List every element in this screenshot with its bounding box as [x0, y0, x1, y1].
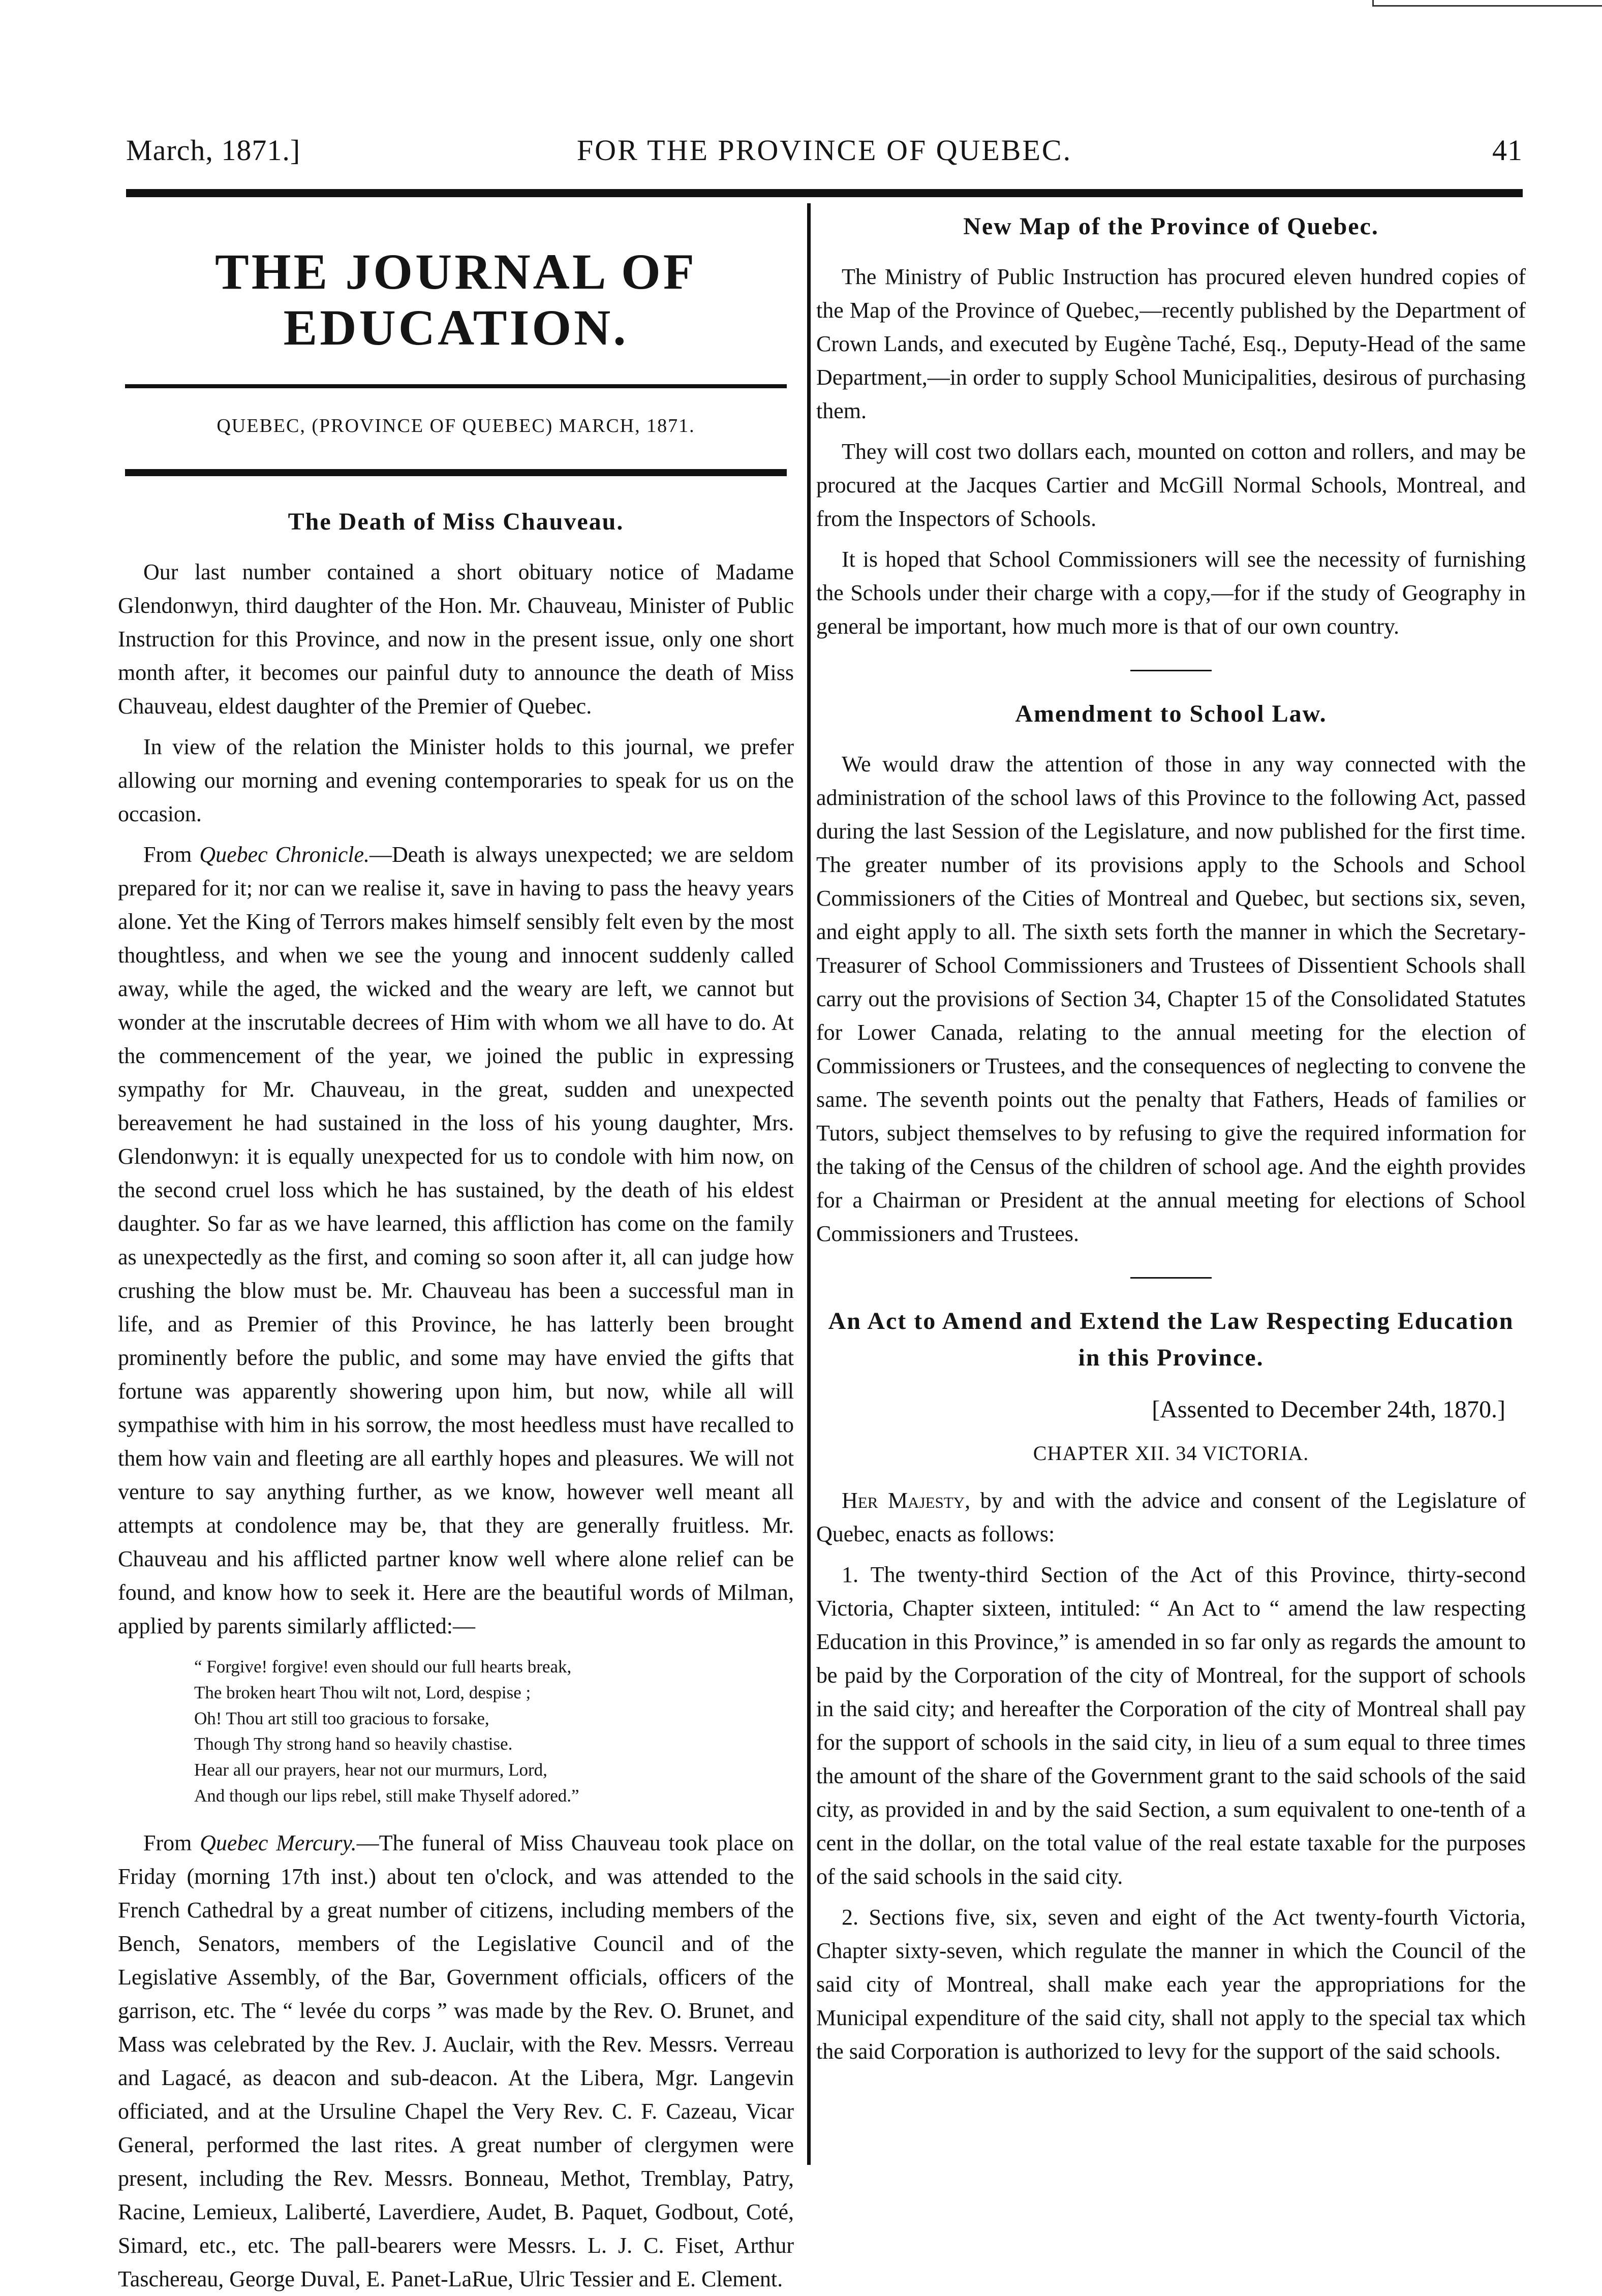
mercury-source: Quebec Mercury.: [200, 1830, 357, 1855]
amendment-paragraph: We would draw the attention of those in any way connected with the administration of the school laws of this Province to the following Act, passed during the last Session of the Legislature, and now published for the first time. The greater number of its provisions apply to the Schools and School Commissioners of the Cities of Montreal and Quebec, but sections six, seven, and eight apply to all. The sixth sets forth the manner in which the Secretary-Treasurer of School Commissioners and Trustees of Dissentient Schools shall carry out the provisions of Section 34, Chapter 15 of the Consolidated Statutes for Lower Canada, relating to the annual meeting for the election of Commissioners or Trustees, and the consequences of neglecting to convene the same. The seventh points out the penalty that Fathers, Heads of families or Tutors, subject themselves to by refusing to give the required information for the taking of the Census of the children of school age. And the eighth provides for a Chairman or President at the annual meeting for elections of School Commissioners and Trustees.: [816, 752, 1526, 1246]
map-article-paragraph: They will cost two dollars each, mounted on cotton and rollers, and may be procured at the Jacques Cartier and McGill Normal Schools, Montreal, and from the Inspectors of Schools.: [816, 439, 1526, 531]
map-article-title: New Map of the Province of Quebec.: [963, 213, 1379, 240]
running-head-title: FOR THE PROVINCE OF QUEBEC.: [576, 134, 1072, 167]
enacting-clause: [816, 1484, 1526, 1551]
milman-poem: [194, 1654, 794, 1809]
section-divider: [1130, 1277, 1212, 1279]
act-section-1: 1. The twenty-third Section of the Act of this Province, thirty-second Victoria, Chapter sixteen, intituled: “ An Act to “ amend the law respecting Education in this Province,” is amended in so far only as regards the amount to be paid by the Corporation of the city of Montreal, for the support of schools in the said city; and hereafter the Corporation of the city of Montreal shall pay for the support of schools in the said city, in lieu of a sum equal to three times the amount of the share of the Government grant to the said schools of the said city, as provided in and by the said Section, a sum equivalent to one-tenth of a cent in the dollar, on the total value of the real estate taxable for the purposes of the said schools in the said city.: [816, 1562, 1526, 1889]
section-divider: [1130, 670, 1212, 671]
death-article-paragraph: Our last number contained a short obituary notice of Madame Glendonwyn, third daughter of the Hon. Mr. Chauveau, Minister of Public Instruction for this Province, and now in the present issue, only one short month after, it becomes our painful duty to announce the death of Miss Chauveau, eldest daughter of the Premier of Quebec.: [118, 560, 794, 719]
dateline: QUEBEC, (PROVINCE OF QUEBEC) MARCH, 1871.: [217, 415, 695, 437]
enacting-text: by and with the advice and consent of the Legislature of Quebec, enacts as follows:: [816, 1488, 1526, 1546]
header-rule: [126, 189, 1523, 197]
assented-line: [Assented to December 24th, 1870.]: [1152, 1396, 1505, 1423]
column-divider: [807, 203, 811, 2165]
dateline-rule: [125, 469, 787, 476]
poem-line: Though Thy strong hand so heavily chastise.: [194, 1734, 513, 1754]
scan-edge-rule: [1372, 0, 1602, 7]
masthead-title: THE JOURNAL OF EDUCATION.: [215, 243, 697, 356]
page-number: 41: [1492, 134, 1523, 167]
enacting-smallcaps: Her Majesty,: [842, 1488, 971, 1513]
mercury-lead: From: [143, 1830, 200, 1855]
map-article-paragraph: The Ministry of Public Instruction has procured eleven hundred copies of the Map of the Province of Quebec,—recently published by the Department of Crown Lands, and executed by Eugène Taché, Esq., Deputy-Head of the same Department,—in order to supply School Municipalities, desirous of purchasing them.: [816, 264, 1526, 423]
act-article-title: An Act to Amend and Extend the Law Respecting Education in this Province.: [828, 1308, 1514, 1371]
scan-edge-tick: [1372, 0, 1374, 6]
poem-line: And though our lips rebel, still make Thyself adored.”: [194, 1785, 579, 1806]
running-head-date: March, 1871.]: [126, 134, 301, 167]
left-column: [118, 203, 794, 2296]
running-head: [126, 133, 1523, 174]
death-article-title: The Death of Miss Chauveau.: [288, 508, 624, 535]
chronicle-source: Quebec Chronicle.: [199, 842, 369, 867]
poem-line: “ Forgive! forgive! even should our full hearts break,: [194, 1657, 572, 1677]
chapter-heading: CHAPTER XII. 34 VICTORIA.: [1033, 1442, 1309, 1465]
chronicle-text: —Death is always unexpected; we are seldom prepared for it; nor can we realise it, save in having to pass the heavy years alone. Yet the King of Terrors makes himself sensibly felt even by the most thoughtless, and when we see the young and innocent suddenly called away, while the aged, the wicked and the weary are left, we cannot but wonder at the inscrutable decrees of Him with whom we all have to do. At the commencement of the year, we joined the public in expressing sympathy for Mr. Chauveau, in the great, sudden and unexpected bereavement he had sustained in the loss of his young daughter, Mrs. Glendonwyn: it is equally unexpected for us to condole with him now, on the second cruel loss which he has sustained, by the death of his eldest daughter. So far as we have learned, this affliction has come on the family as unexpectedly as the first, and coming so soon after it, all can judge how crushing the blow must be. Mr. Chauveau has been a successful man in life, and as Premier of this Province, he has latterly been brought prominently before the public, and some may have envied the gifts that fortune was apparently showering upon him, but now, while all will sympathise with him in his sorrow, the most heedless must have recalled to them how vain and fleeting are all earthly hopes and pleasures. We will not venture to say anything further, as we know, however well meant all attempts at condolence may be, that they are generally fruitless. Mr. Chauveau and his afflicted partner know well where alone relief can be found, and know how to seek it. Here are the beautiful words of Milman, applied by parents similarly afflicted:—: [118, 842, 794, 1638]
right-column: [816, 203, 1526, 2068]
masthead-rule: [125, 384, 787, 388]
poem-line: The broken heart Thou wilt not, Lord, despise ;: [194, 1682, 531, 1702]
death-article-paragraph: In view of the relation the Minister holds to this journal, we prefer allowing our morning and evening contemporaries to speak for us on the occasion.: [118, 734, 794, 826]
mercury-text: —The funeral of Miss Chauveau took place on Friday (morning 17th inst.) about ten o'clock, and was attended to the French Cathedral by a great number of citizens, including members of the Bench, Senators, members of the Legislative Council and of the Legislative Assembly, of the Bar, Government officials, officers of the garrison, etc. The “ levée du corps ” was made by the Rev. O. Brunet, and Mass was celebrated by the Rev. J. Auclair, with the Rev. Messrs. Verreau and Lagacé, as deacon and sub-deacon. At the Libera, Mgr. Langevin officiated, and at the Ursuline Chapel the Very Rev. C. F. Cazeau, Vicar General, performed the last rites. A great number of clergymen were present, including the Rev. Messrs. Bonneau, Methot, Tremblay, Patry, Racine, Lemieux, Laliberté, Laverdiere, Audet, B. Paquet, Godbout, Coté, Simard, etc., etc. The pall-bearers were Messrs. L. J. C. Fiset, Arthur Taschereau, George Duval, E. Panet-LaRue, Ulric Tessier and E. Clement.: [118, 1830, 794, 2291]
chronicle-lead: From: [143, 842, 200, 867]
chronicle-paragraph: [118, 838, 794, 1643]
amendment-article-title: Amendment to School Law.: [1015, 700, 1327, 727]
act-section-2: 2. Sections five, six, seven and eight of the Act twenty-fourth Victoria, Chapter sixty-seven, which regulate the manner in which the Council of the said city of Montreal, shall make each year the appropriations for the Municipal expenditure of the said city, shall not apply to the special tax which the said Corporation is authorized to levy for the support of the said schools.: [816, 1905, 1526, 2064]
map-article-paragraph: It is hoped that School Commissioners will see the necessity of furnishing the Schools under their charge with a copy,—for if the study of Geography in general be important, how much more is that of our own country.: [816, 547, 1526, 639]
poem-line: Hear all our prayers, hear not our murmurs, Lord,: [194, 1760, 547, 1780]
poem-line: Oh! Thou art still too gracious to forsake,: [194, 1708, 489, 1728]
mercury-paragraph: [118, 1826, 794, 2296]
